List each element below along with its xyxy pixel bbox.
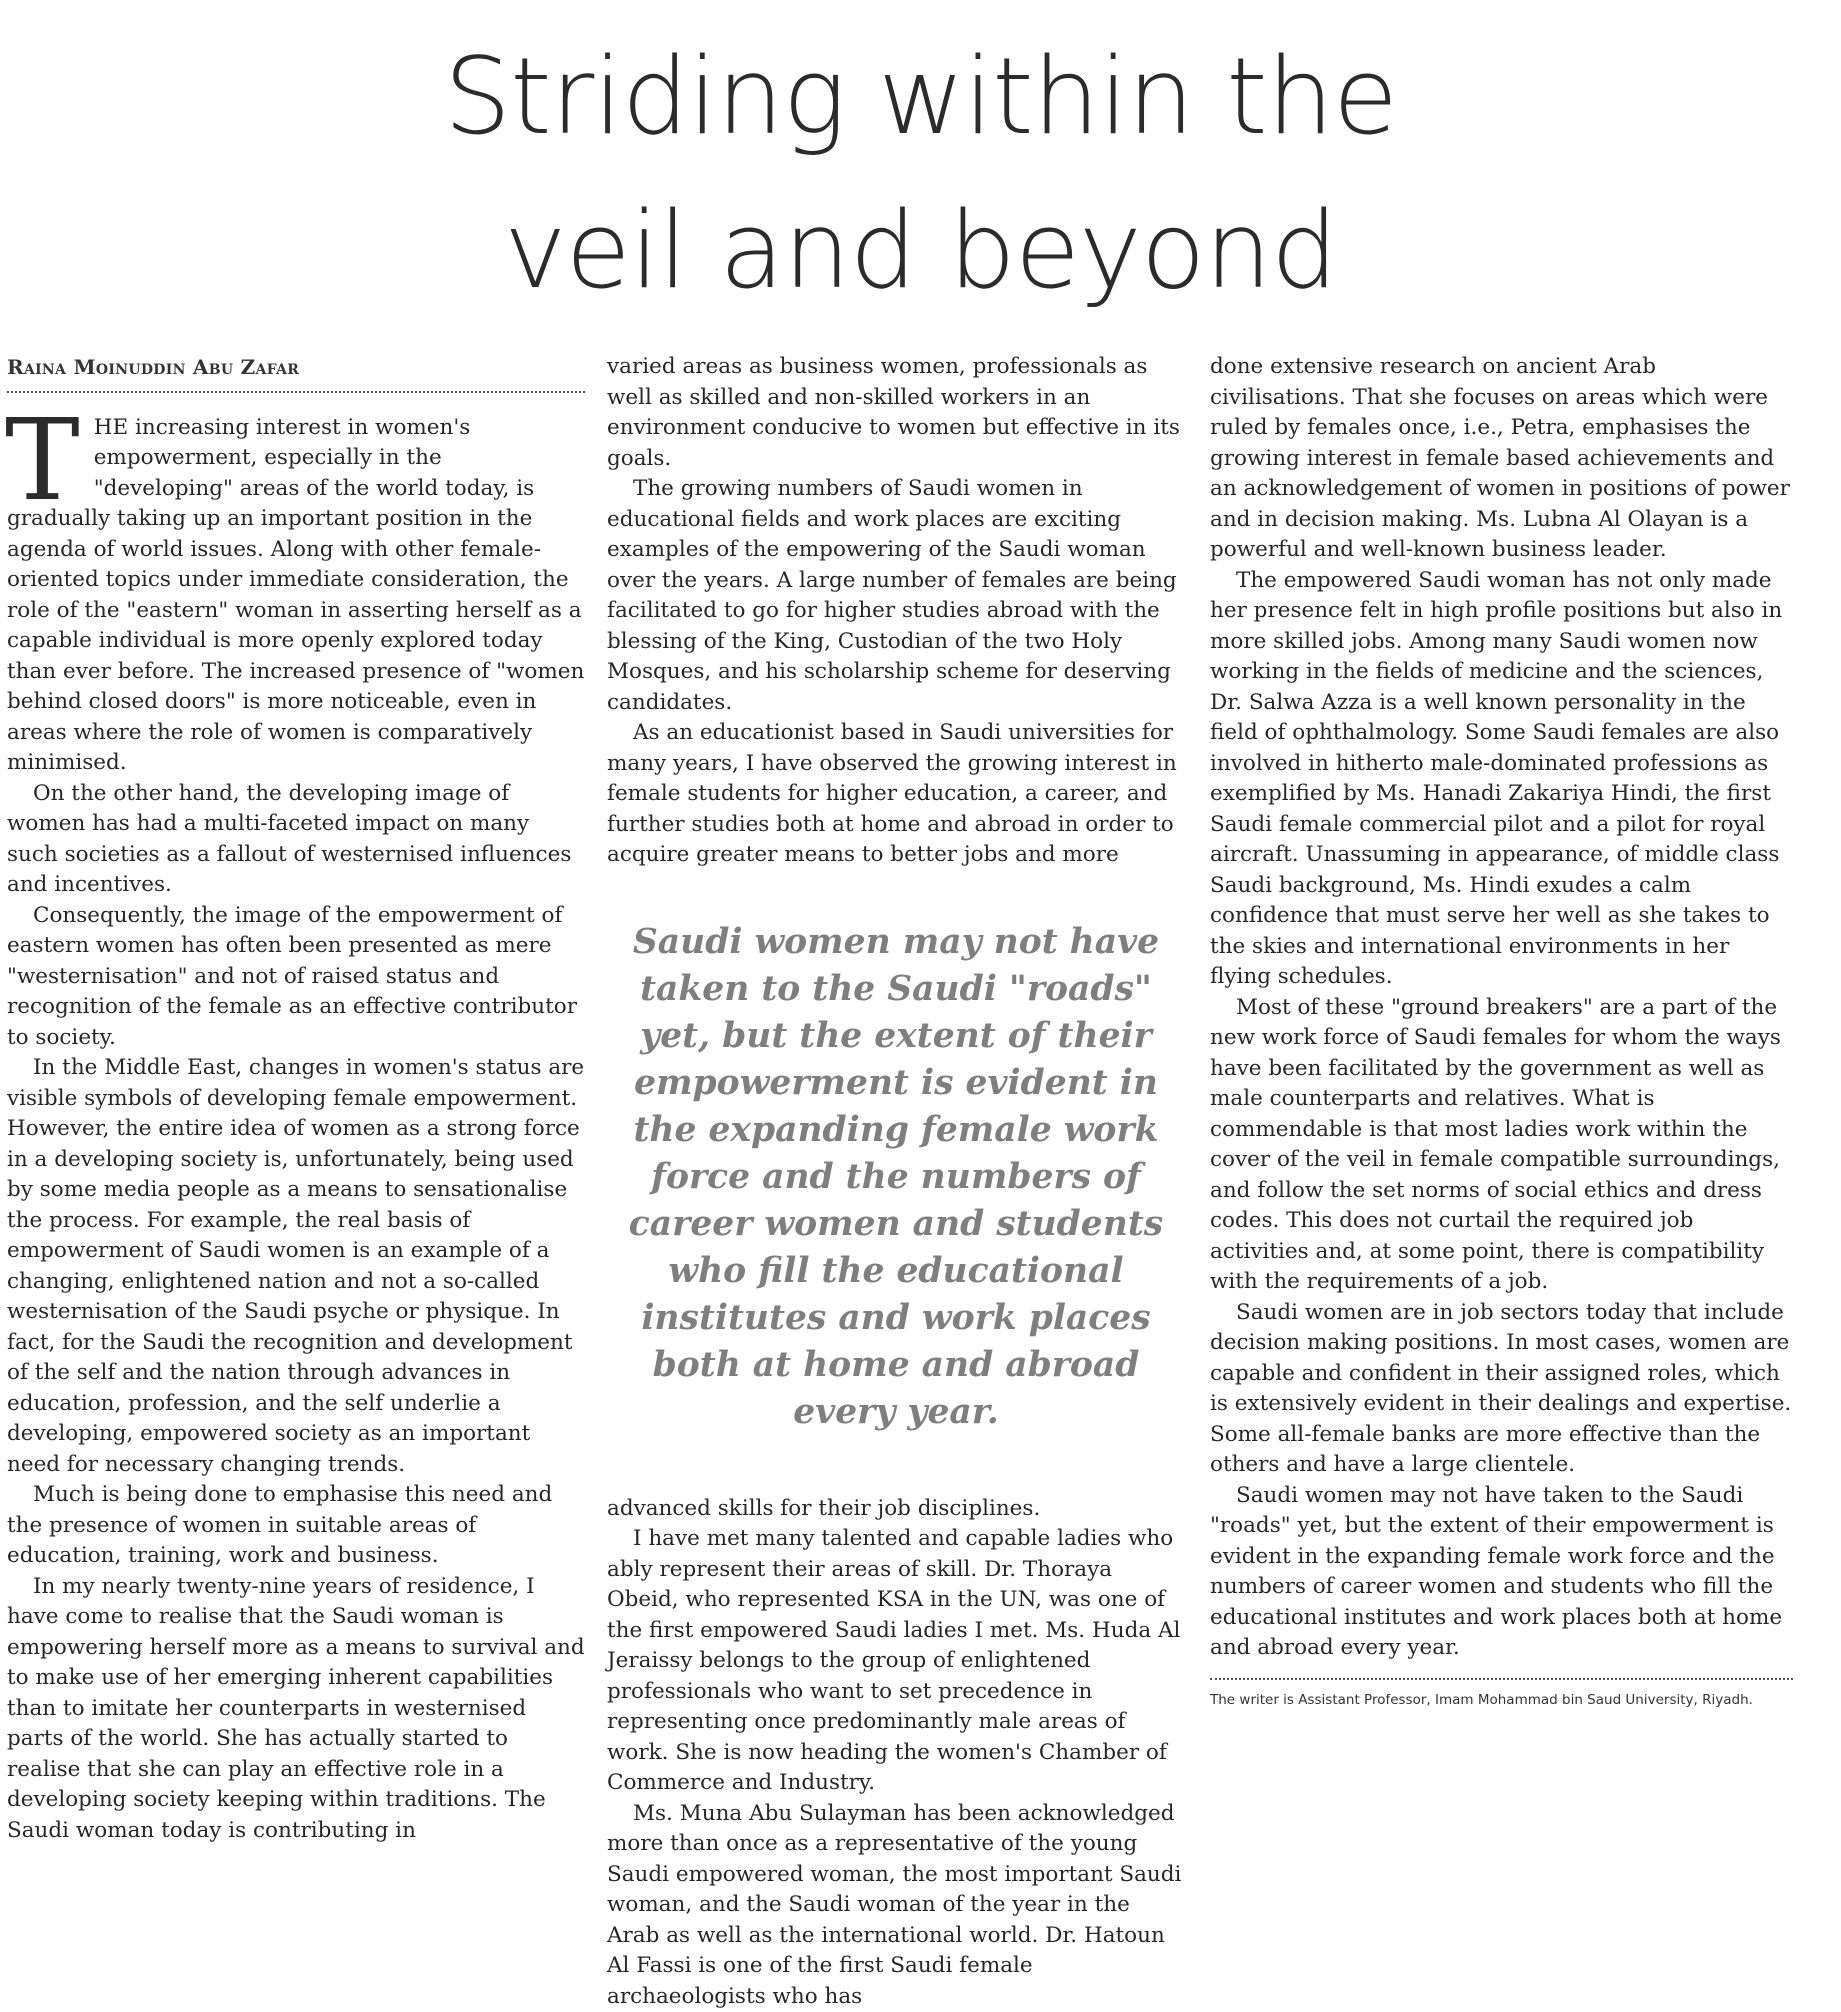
paragraph xyxy=(7,413,585,779)
column-1 xyxy=(7,352,585,1846)
article-title xyxy=(0,20,1841,328)
title-line-2: veil and beyond xyxy=(0,174,1841,328)
paragraph: I have met many talented and capable ladies who ably represent their areas of skill. Dr. Thoraya Obeid, who represented KSA in the UN, was one of the first empowered Saudi ladies I met. Ms. Huda Al Jeraissy belongs to the group of enlightened professionals who want to set precedence in representing once predominantly male areas of work. She is now heading the women's Chamber of Commerce and Industry. xyxy=(607,1524,1185,1799)
paragraph-text: HE increasing interest in women's empowerment, especially in the "developing" areas of the world today, is gradually taking up an important position in the agenda of world issues. Along with other female-oriented topics under immediate consideration, the role of the "eastern" woman in asserting herself as a capable individual is more openly explored today than ever before. The increased presence of "women behind closed doors" is more noticeable, even in areas where the role of women is comparatively minimised. xyxy=(7,415,584,776)
footnote-divider xyxy=(1210,1678,1793,1680)
column-3 xyxy=(1210,352,1793,1710)
byline: Raina Moinuddin Abu Zafar xyxy=(7,352,585,383)
paragraph: Most of these "ground breakers" are a part of the new work force of Saudi females for whom the ways have been facilitated by the government as well as male counterparts and relatives. What is commendable is that most ladies work within the cover of the veil in female compatible surroundings, and follow the set norms of social ethics and dress codes. This does not curtail the required job activities and, at some point, there is compatibility with the requirements of a job. xyxy=(1210,993,1793,1298)
paragraph: advanced skills for their job disciplines. xyxy=(607,1494,1185,1525)
pull-quote: Saudi women may not have taken to the Saudi "roads" yet, but the extent of their empowerment is evident in the expanding female work force and the numbers of career women and students who fill the educational institutes and work places both at home and abroad every year. xyxy=(607,919,1185,1436)
paragraph: Saudi women are in job sectors today that include decision making positions. In most cases, women are capable and confident in their assigned roles, which is extensively evident in their dealings and expertise. Some all-female banks are more effective than the others and have a large clientele. xyxy=(1210,1298,1793,1481)
drop-cap: T xyxy=(5,419,80,503)
title-line-1: Striding within the xyxy=(0,20,1841,174)
paragraph: As an educationist based in Saudi universities for many years, I have observed the growing interest in female students for higher education, a career, and further studies both at home and abroad in order to acquire greater means to better jobs and more xyxy=(607,718,1185,871)
paragraph: done extensive research on ancient Arab civilisations. That she focuses on areas which were ruled by females once, i.e., Petra, emphasises the growing interest in female based achievements and an acknowledgement of women in positions of power and in decision making. Ms. Lubna Al Olayan is a powerful and well-known business leader. xyxy=(1210,352,1793,566)
paragraph: The growing numbers of Saudi women in educational fields and work places are exciting examples of the empowering of the Saudi woman over the years. A large number of females are being facilitated to go for higher studies abroad with the blessing of the King, Custodian of the two Holy Mosques, and his scholarship scheme for deserving candidates. xyxy=(607,474,1185,718)
paragraph: Much is being done to emphasise this need and the presence of women in suitable areas of education, training, work and business. xyxy=(7,1480,585,1572)
paragraph: In my nearly twenty-nine years of residence, I have come to realise that the Saudi woman is empowering herself more as a means to survival and to make use of her emerging inherent capabilities than to imitate her counterparts in westernised parts of the world. She has actually started to realise that she can play an effective role in a developing society keeping within traditions. The Saudi woman today is contributing in xyxy=(7,1572,585,1847)
paragraph: On the other hand, the developing image of women has had a multi-faceted impact on many such societies as a fallout of westernised influences and incentives. xyxy=(7,779,585,901)
paragraph: varied areas as business women, professionals as well as skilled and non-skilled workers in an environment conducive to women but effective in its goals. xyxy=(607,352,1185,474)
paragraph: Saudi women may not have taken to the Saudi "roads" yet, but the extent of their empowerment is evident in the expanding female work force and the numbers of career women and students who fill the educational institutes and work places both at home and abroad every year. xyxy=(1210,1481,1793,1664)
paragraph: Consequently, the image of the empowerment of eastern women has often been presented as mere "westernisation" and not of raised status and recognition of the female as an effective contributor to society. xyxy=(7,901,585,1054)
paragraph: Ms. Muna Abu Sulayman has been acknowledged more than once as a representative of the young Saudi empowered woman, the most important Saudi woman, and the Saudi woman of the year in the Arab as well as the international world. Dr. Hatoun Al Fassi is one of the first Saudi female archaeologists who has xyxy=(607,1799,1185,2012)
author-footnote: The writer is Assistant Professor, Imam Mohammad bin Saud University, Riyadh. xyxy=(1210,1690,1793,1710)
paragraph: The empowered Saudi woman has not only made her presence felt in high profile positions but also in more skilled jobs. Among many Saudi women now working in the fields of medicine and the sciences, Dr. Salwa Azza is a well known personality in the field of ophthalmology. Some Saudi females are also involved in hitherto male-dominated professions as exemplified by Ms. Hanadi Zakariya Hindi, the first Saudi female commercial pilot and a pilot for royal aircraft. Unassuming in appearance, of middle class Saudi background, Ms. Hindi exudes a calm confidence that must serve her well as she takes to the skies and international environments in her flying schedules. xyxy=(1210,566,1793,993)
byline-divider xyxy=(7,391,585,393)
paragraph: In the Middle East, changes in women's status are visible symbols of developing female empowerment. However, the entire idea of women as a strong force in a developing society is, unfortunately, being used by some media people as a means to sensationalise the process. For example, the real basis of empowerment of Saudi women is an example of a changing, enlightened nation and not a so-called westernisation of the Saudi psyche or physique. In fact, for the Saudi the recognition and development of the self and the nation through advances in education, profession, and the self underlie a developing, empowered society as an important need for necessary changing trends. xyxy=(7,1053,585,1480)
column-2 xyxy=(607,352,1185,2012)
